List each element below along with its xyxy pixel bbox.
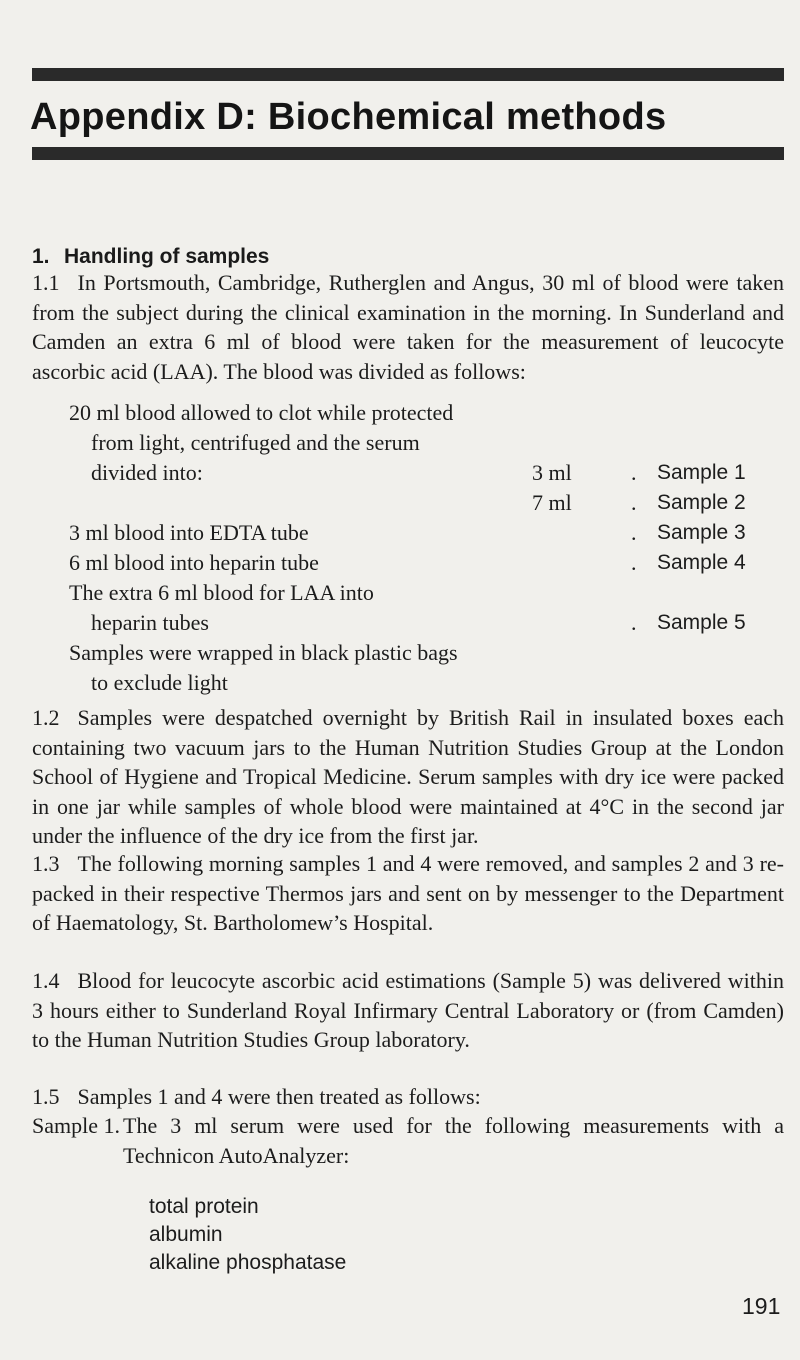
sample-desc: 20 ml blood allowed to clot while protected — [69, 400, 454, 425]
sample-division-list — [69, 398, 784, 698]
measurement-item: total protein — [149, 1195, 259, 1218]
paragraph-number: 1.3 — [32, 851, 60, 876]
sample-label: Sample 4 — [657, 551, 746, 574]
sample-row — [69, 638, 784, 668]
leader-dot: . — [631, 550, 637, 575]
sample-desc: 3 ml blood into EDTA tube — [69, 520, 309, 545]
bottom-rule — [32, 147, 784, 160]
sample-row — [69, 398, 784, 428]
sample-row — [69, 578, 784, 608]
page-number: 191 — [742, 1293, 781, 1319]
sample-row — [69, 548, 784, 578]
section-number: 1. — [32, 245, 50, 268]
measurement-item: albumin — [149, 1223, 223, 1246]
sample-label: Sample 2 — [657, 491, 746, 514]
sample-row — [69, 518, 784, 548]
paragraph-1-1 — [32, 268, 784, 386]
leader-dot: . — [631, 490, 637, 515]
sample-row — [69, 488, 784, 518]
sample-1-text: The 3 ml serum were used for the following measurements with a Technicon AutoAnalyzer: — [123, 1113, 784, 1168]
sample-desc: heparin tubes — [91, 610, 209, 635]
sample-volume: 7 ml — [532, 490, 572, 515]
paragraph-text: Blood for leucocyte ascorbic acid estimations (Sample 5) was delivered within 3 hours either to Sunderland Royal Infirmary Central Laboratory or (from Camden) to the Human Nutrition Studies Group laboratory. — [32, 968, 784, 1052]
paragraph-number: 1.2 — [32, 705, 60, 730]
sample-1-label: Sample 1. — [32, 1113, 120, 1138]
sample-desc: divided into: — [91, 460, 203, 485]
sample-desc: to exclude light — [91, 670, 228, 695]
sample-1-paragraph — [32, 1111, 784, 1170]
section-title: Handling of samples — [64, 245, 270, 268]
paragraph-1-4 — [32, 966, 784, 1055]
paragraph-number: 1.4 — [32, 968, 60, 993]
sample-volume: 3 ml — [532, 460, 572, 485]
leader-dot: . — [631, 460, 637, 485]
sample-label: Sample 3 — [657, 521, 746, 544]
paragraph-text: In Portsmouth, Cambridge, Rutherglen and Angus, 30 ml of blood were taken from the subject during the clinical examination in the morning. In Sunderland and Camden an extra 6 ml of blood were taken for the measurement of leucocyte ascorbic acid (LAA). The blood was divided as follows: — [32, 270, 784, 384]
sample-row — [69, 608, 784, 638]
paragraph-text: Samples 1 and 4 were then treated as follows: — [77, 1084, 481, 1109]
paragraph-1-2 — [32, 703, 784, 851]
paragraph-text: The following morning samples 1 and 4 were removed, and samples 2 and 3 re-packed in their respective Thermos jars and sent on by messenger to the Department of Haematology, St. Bartholomew’s Hospital. — [32, 851, 784, 935]
sample-row — [69, 458, 784, 488]
top-rule — [32, 68, 784, 81]
paragraph-number: 1.5 — [32, 1084, 60, 1109]
sample-desc: Samples were wrapped in black plastic bags — [69, 640, 458, 665]
section-heading — [32, 245, 269, 269]
sample-row — [69, 668, 784, 698]
measurement-list — [149, 1193, 346, 1277]
page-title: Appendix D: Biochemical methods — [30, 96, 667, 138]
sample-row — [69, 428, 784, 458]
paragraph-1-3 — [32, 849, 784, 938]
paragraph-1-5 — [32, 1082, 784, 1112]
measurement-item: alkaline phosphatase — [149, 1251, 347, 1274]
leader-dot: . — [631, 520, 637, 545]
paragraph-text: Samples were despatched overnight by British Rail in insulated boxes each containing two vacuum jars to the Human Nutrition Studies Group at the London School of Hygiene and Tropical Medicine. Serum samples with dry ice were packed in one jar while samples of whole blood were maintained at 4°C in the second jar under the influence of the dry ice from the first jar. — [32, 705, 784, 848]
sample-desc: 6 ml blood into heparin tube — [69, 550, 319, 575]
paragraph-number: 1.1 — [32, 270, 60, 295]
sample-desc: The extra 6 ml blood for LAA into — [69, 580, 374, 605]
sample-label: Sample 5 — [657, 611, 746, 634]
sample-label: Sample 1 — [657, 461, 746, 484]
sample-desc: from light, centrifuged and the serum — [91, 430, 420, 455]
leader-dot: . — [631, 610, 637, 635]
